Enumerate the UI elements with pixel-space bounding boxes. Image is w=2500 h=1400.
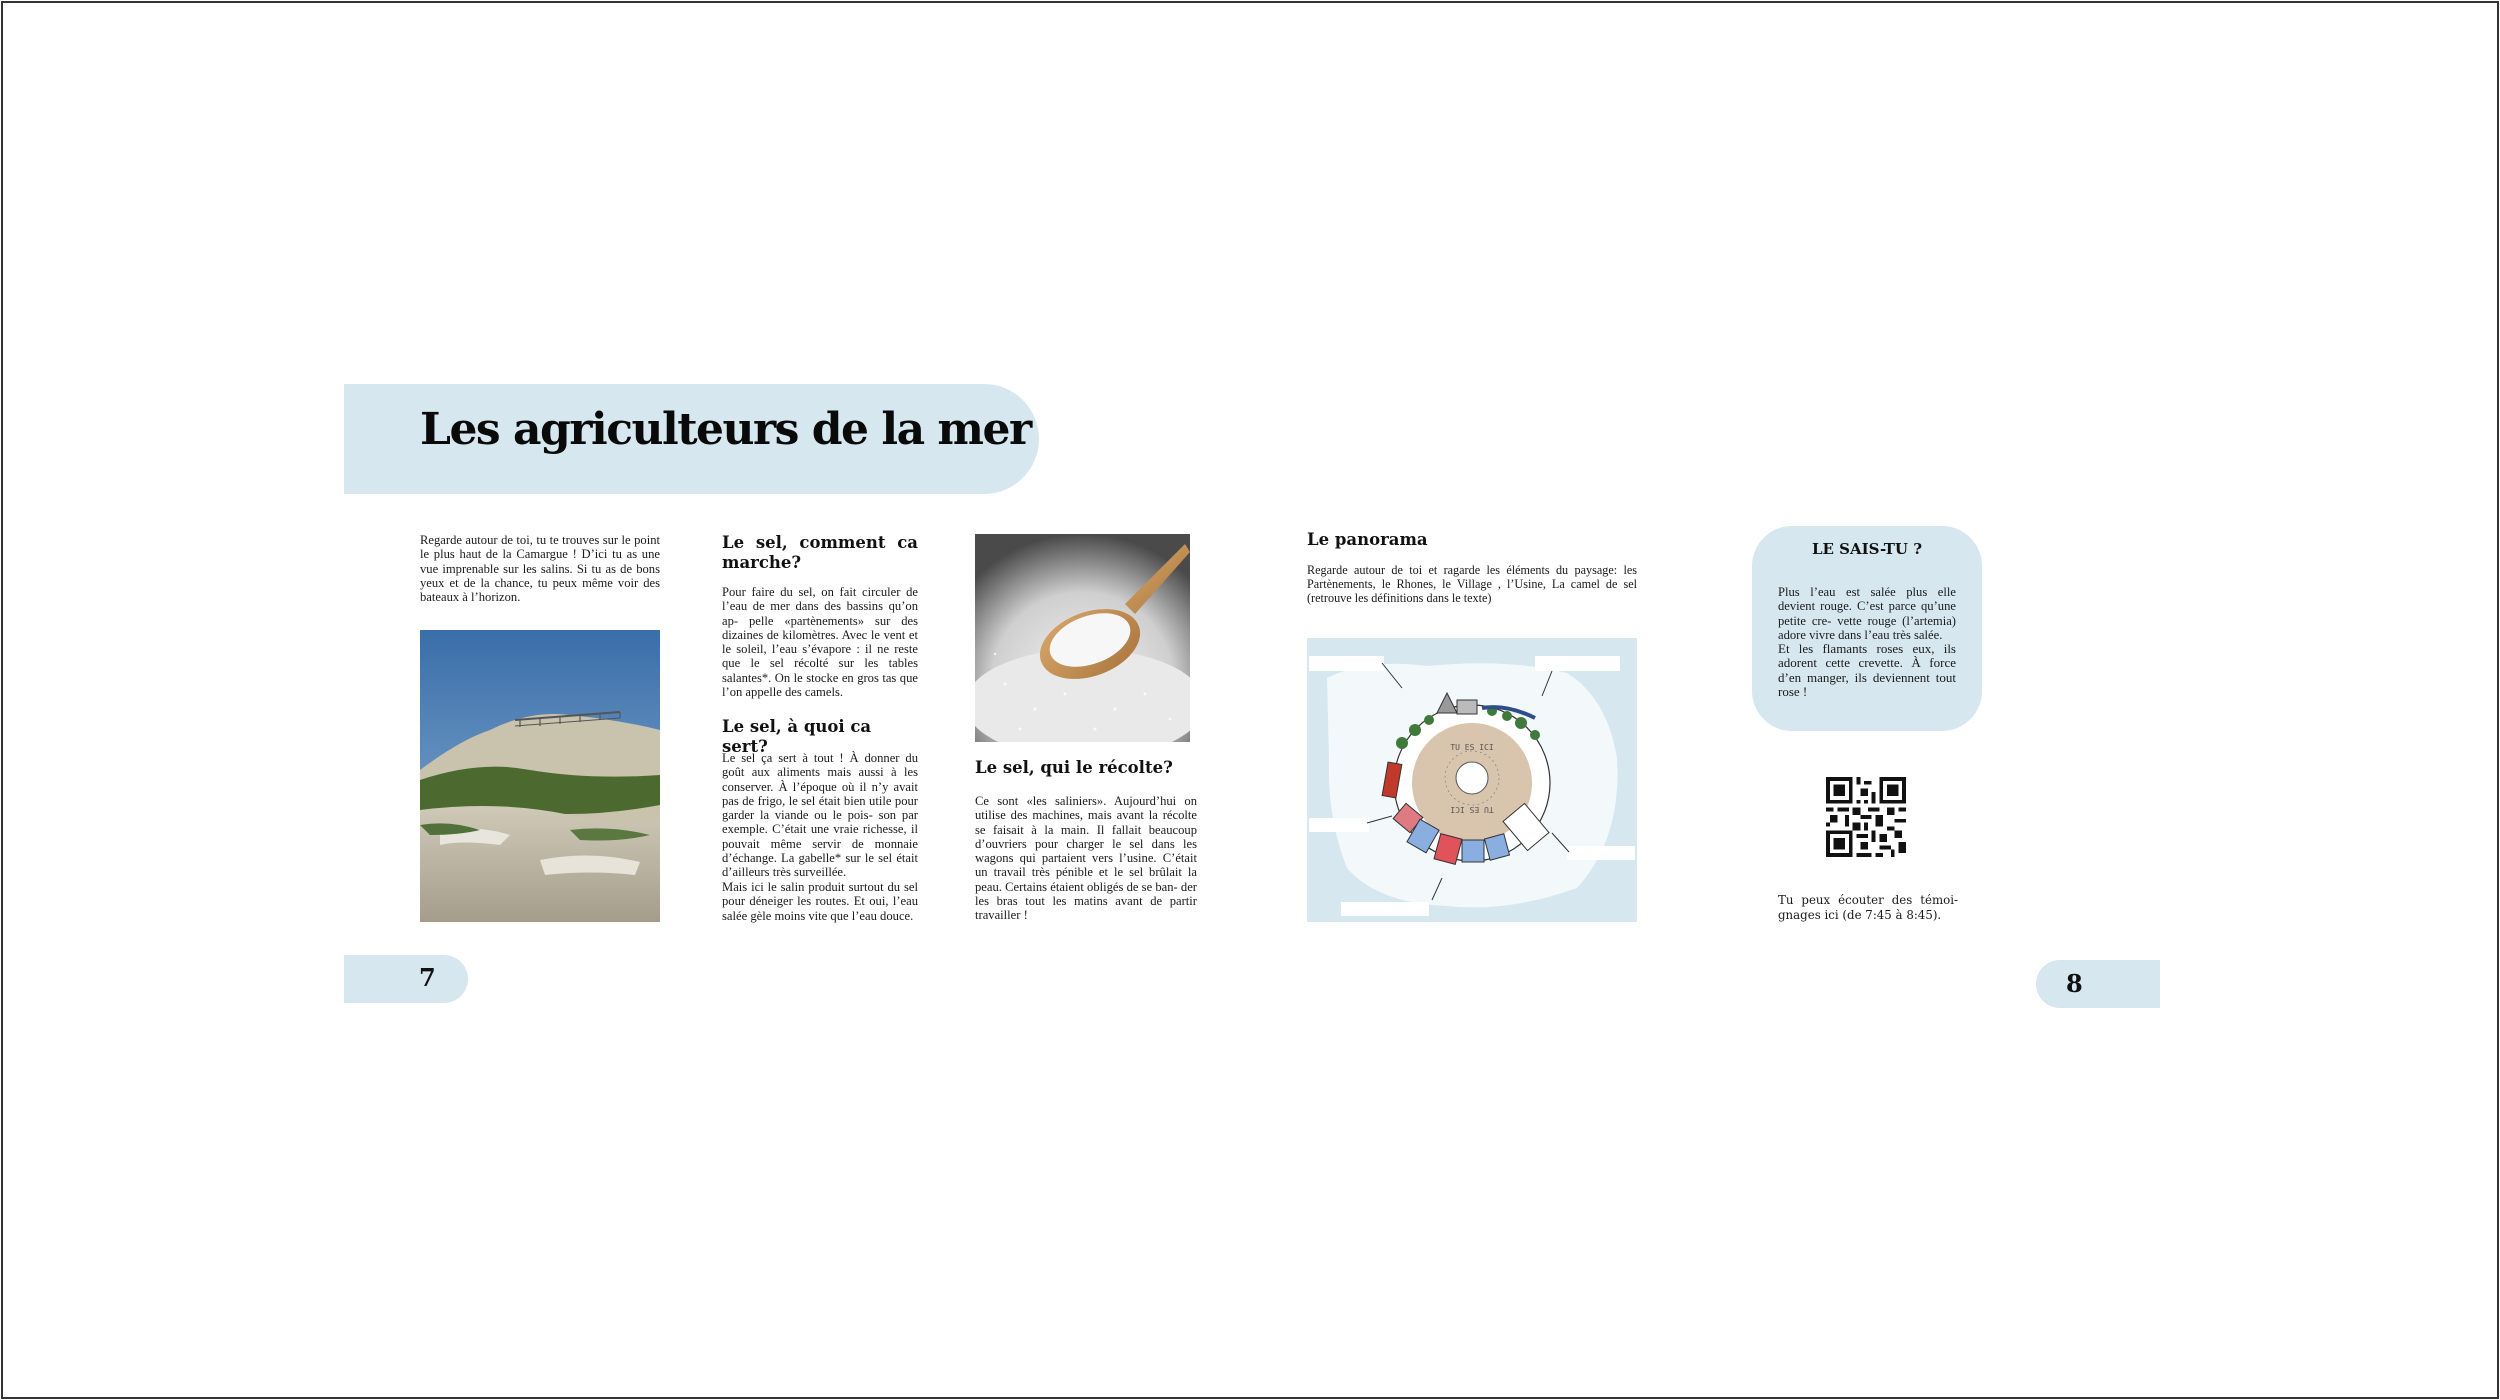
section-heading-how: Le sel, comment ca marche? <box>722 533 918 572</box>
section-text-use: Le sel ça sert à tout ! À donner du goût aux aliments mais aussi à les conserver. À l’époque où il n’y avait pas de frigo, le sel était bien utile pour garder la viande ou le pois- son par exemple. C’était une vraie richesse, il pouvait même servir de monnaie d’échange. La gabelle* sur le sel était d’ailleurs très surveillée. <box>722 751 918 880</box>
camargue-hill-photo <box>420 630 660 922</box>
did-you-know-title: LE SAIS-TU ? <box>1811 540 1923 558</box>
page-number-tab-right <box>2036 960 2160 1008</box>
you-are-here-label: TU ES ICI <box>1450 743 1494 752</box>
section-text-how: Pour faire du sel, on fait circuler de l’eau de mer dans des bassins qu’on ap- pelle «partènements» sur des dizaines de kilomètres. Avec le vent et le soleil, l’eau s’évapore : il ne reste que le sel récolté sur les tables salantes*. On le stocke en gros tas que l’on appelle des camels. <box>722 585 918 700</box>
panorama-text: Regarde autour de toi et ragarde les éléments du paysage: les Partènements, le Rhones, le Village , l’Usine, La camel de sel (retrouve les définitions dans le texte) <box>1307 563 1637 605</box>
page-title: Les agriculteurs de la mer <box>420 404 1031 455</box>
intro-text: Regarde autour de toi, tu te trouves sur le point le plus haut de la Camargue ! D’ici tu as une vue imprenable sur les salins. Si tu as de bons yeux et de la chance, tu peux même voir des bateaux à l’horizon. <box>420 533 660 605</box>
section-text-use-2: Mais ici le salin produit surtout du sel pour déneiger les routes. Et oui, l’eau salée gèle moins vite que l’eau douce. <box>722 880 918 923</box>
page-number-left: 7 <box>419 963 436 992</box>
section-heading-who: Le sel, qui le récolte? <box>975 758 1173 777</box>
did-you-know-text: Plus l’eau est salée plus elle devient rouge. C’est parce qu’une petite cre- vette rouge (l’artemia) adore vivre dans l’eau très salée. <box>1778 585 1956 642</box>
did-you-know-text-2: Et les flamants roses eux, ils adorent cette crevette. À force d’en manger, ils deviennent tout rose ! <box>1778 641 1956 699</box>
salt-spoon-photo <box>975 534 1190 742</box>
panorama-illustration <box>1307 638 1637 922</box>
panorama-heading: Le panorama <box>1307 530 1428 549</box>
qr-code-icon[interactable] <box>1826 777 1906 857</box>
page-number-right: 8 <box>2066 969 2083 998</box>
page-spread-border <box>1 1 2499 1399</box>
section-heading-use: Le sel, à quoi ca sert? <box>722 717 872 756</box>
you-are-here-label-rotated: TU ES ICI <box>1450 805 1494 814</box>
qr-caption: Tu peux écouter des témoi- gnages ici (de 7:45 à 8:45). <box>1778 893 1958 922</box>
page-number-tab-left <box>344 955 468 1003</box>
section-text-who: Ce sont «les saliniers». Aujourd’hui on utilise des machines, mais avant la récolte se faisait à la main. Il fallait beaucoup d’ouvriers pour charger le sel dans les wagons qui partaient vers l’usine. C’était un travail très pénible et le sel brûlait la peau. Certains étaient obligés de se ban- der les bras tout les matins avant de partir travailler ! <box>975 794 1197 923</box>
